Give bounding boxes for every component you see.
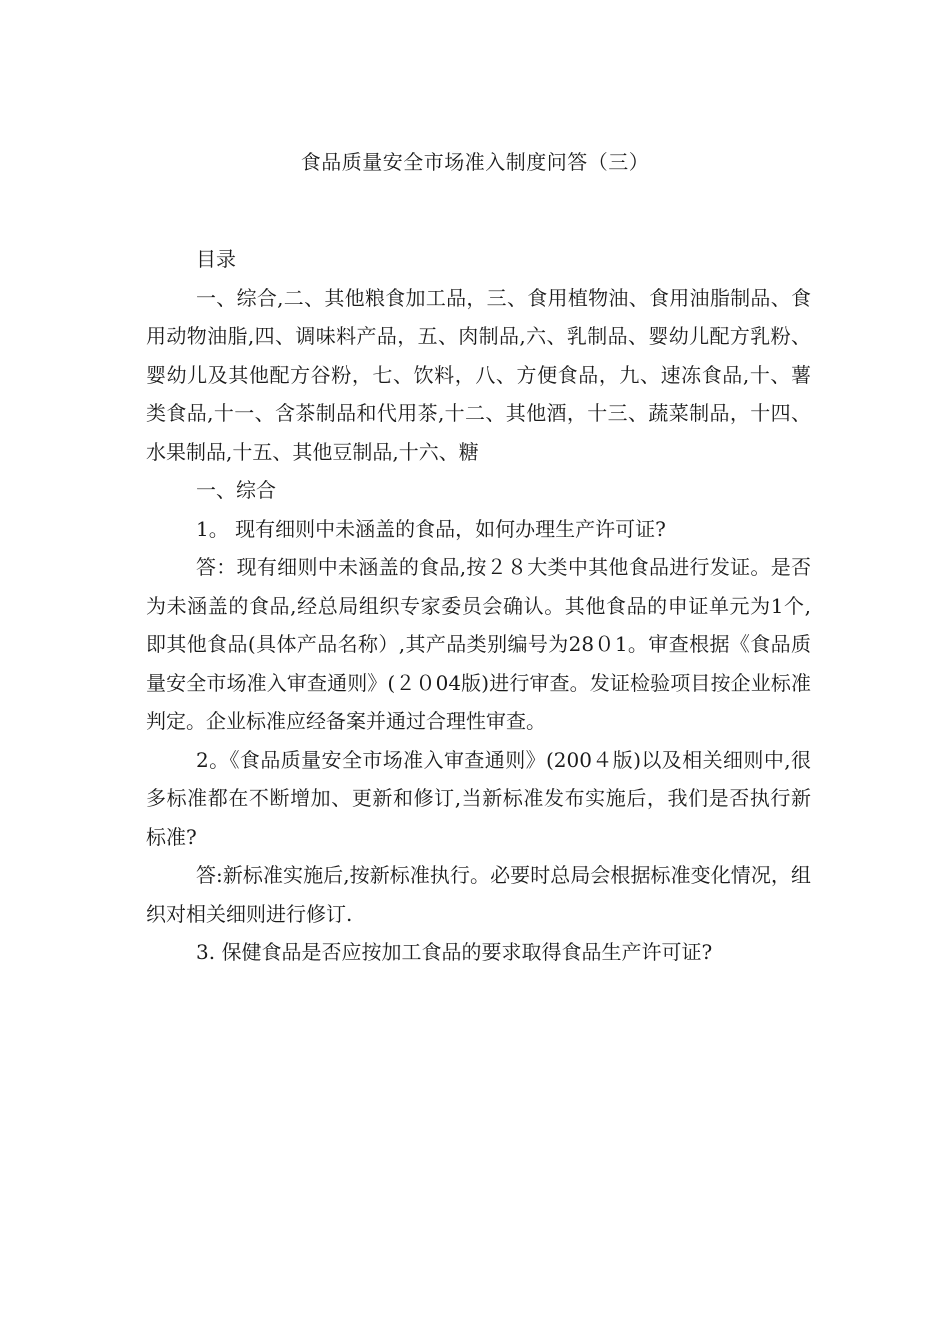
toc-paragraph: 一、综合,二、其他粮食加工品，三、食用植物油、食用油脂制品、食用动物油脂,四、调味料产品，五、肉制品,六、乳制品、婴幼儿配方乳粉、婴幼儿及其他配方谷粉，七、饮料，八、方便食品，九、速冻食品,十、薯类食品,十一、含茶制品和代用茶,十二、其他酒，十三、蔬菜制品，十四、水果制品,十五、其他豆制品,十六、糖: [146, 285, 811, 464]
answer-2: 答:新标准实施后,按新标准执行。必要时总局会根据标准变化情况，组织对相关细则进行修订.: [146, 863, 811, 926]
question-1: 1。 现有细则中未涵盖的食品，如何办理生产许可证?: [196, 516, 666, 541]
question-2: 2。《食品质量安全市场准入审查通则》(200４版)以及相关细则中,很多标准都在不断增加、更新和修订,当新标准发布实施后，我们是否执行新标准?: [146, 747, 811, 849]
question-3: 3. 保健食品是否应按加工食品的要求取得食品生产许可证?: [196, 940, 713, 964]
toc-heading: 目录: [196, 247, 236, 271]
document-title: 食品质量安全市场准入制度问答（三）: [300, 150, 650, 174]
document-body: [146, 240, 811, 972]
section-heading: 一、综合: [196, 478, 276, 502]
answer-1: 答：现有细则中未涵盖的食品,按２８大类中其他食品进行发证。是否为未涵盖的食品,经总局组织专家委员会确认。其他食品的申证单元为1个,即其他食品(具体产品名称）,其产品类别编号为28０1。审查根据《食品质量安全市场准入审查通则》(２０04版)进行审查。发证检验项目按企业标准判定。企业标准应经备案并通过合理性审查。: [146, 555, 811, 733]
